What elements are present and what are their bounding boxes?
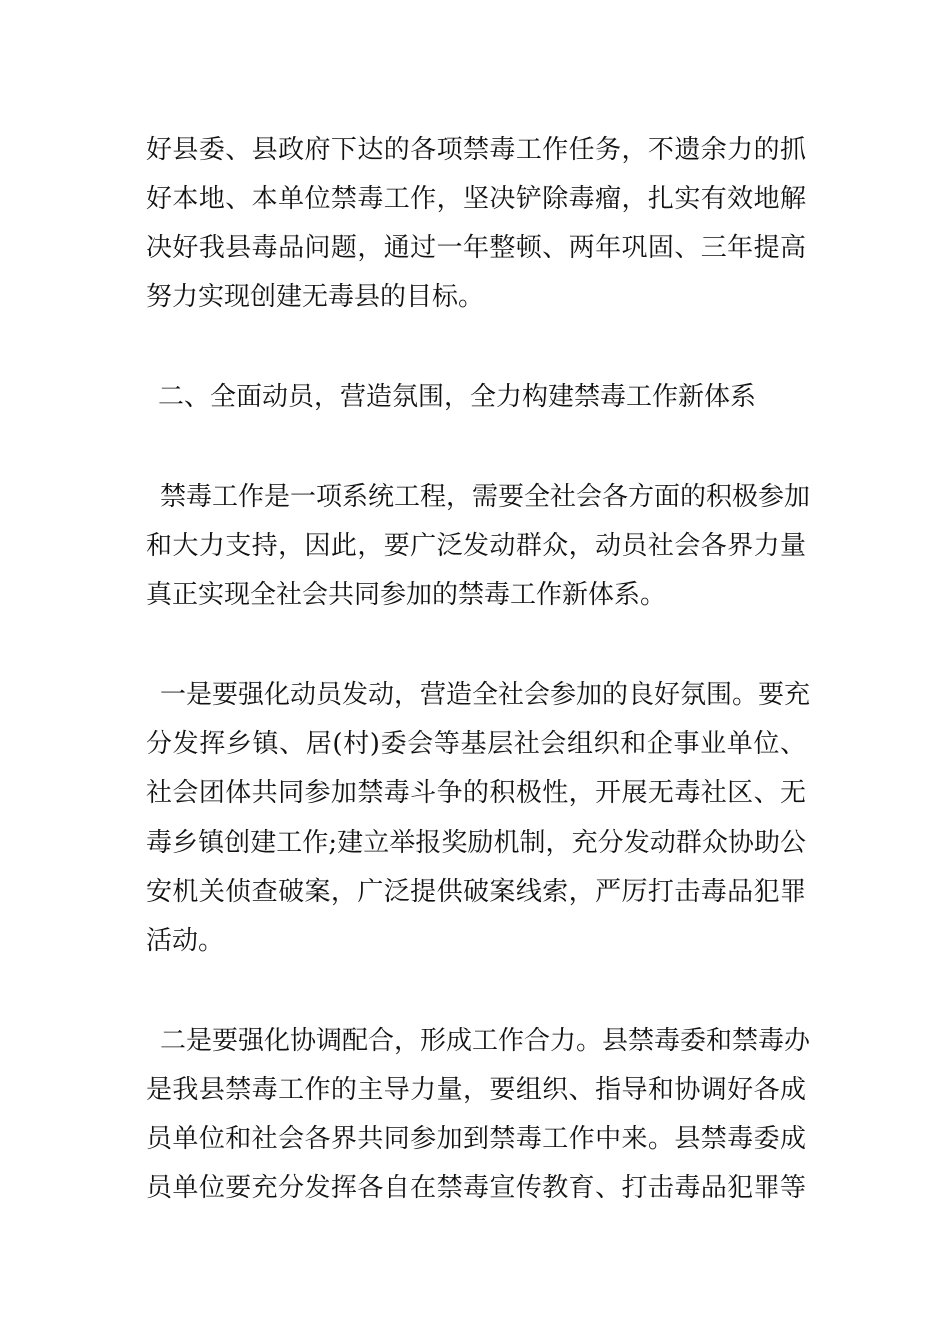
paragraph-2-line-3: 真正实现全社会共同参加的禁毒工作新体系。 [146,580,667,610]
paragraph-4-line-2: 是我县禁毒工作的主导力量，要组织、指导和协调好各成 [146,1075,806,1105]
paragraph-1-line-3: 决好我县毒品问题，通过一年整顿、两年巩固、三年提高 [146,233,806,263]
paragraph-1-line-4: 努力实现创建无毒县的目标。 [146,282,485,312]
paragraph-2-line-1: 禁毒工作是一项系统工程，需要全社会各方面的积极参加 [160,482,811,512]
paragraph-4-line-1: 二是要强化协调配合，形成工作合力。县禁毒委和禁毒办 [160,1026,811,1056]
paragraph-3-line-3: 社会团体共同参加禁毒斗争的积极性，开展无毒社区、无 [146,778,806,808]
paragraph-1-line-2: 好本地、本单位禁毒工作，坚决铲除毒瘤，扎实有效地解 [146,184,806,214]
paragraph-4-line-3: 员单位和社会各界共同参加到禁毒工作中来。县禁毒委成 [146,1124,806,1154]
paragraph-3-line-6: 活动。 [146,926,225,956]
paragraph-3-line-4: 毒乡镇创建工作;建立举报奖励机制，充分发动群众协助公 [146,828,806,858]
paragraph-3-line-5: 安机关侦查破案，广泛提供破案线索，严厉打击毒品犯罪 [146,877,806,907]
paragraph-3-line-2: 分发挥乡镇、居(村)委会等基层社会组织和企事业单位、 [146,729,806,759]
paragraph-3-line-1: 一是要强化动员发动，营造全社会参加的良好氛围。要充 [160,680,811,710]
paragraph-1-line-1: 好县委、县政府下达的各项禁毒工作任务，不遗余力的抓 [146,135,806,165]
section-heading-2: 二、全面动员，营造氛围，全力构建禁毒工作新体系 [158,382,757,412]
paragraph-2-line-2: 和大力支持，因此，要广泛发动群众，动员社会各界力量 [146,531,806,561]
paragraph-4-line-4: 员单位要充分发挥各自在禁毒宣传教育、打击毒品犯罪等 [146,1173,806,1203]
